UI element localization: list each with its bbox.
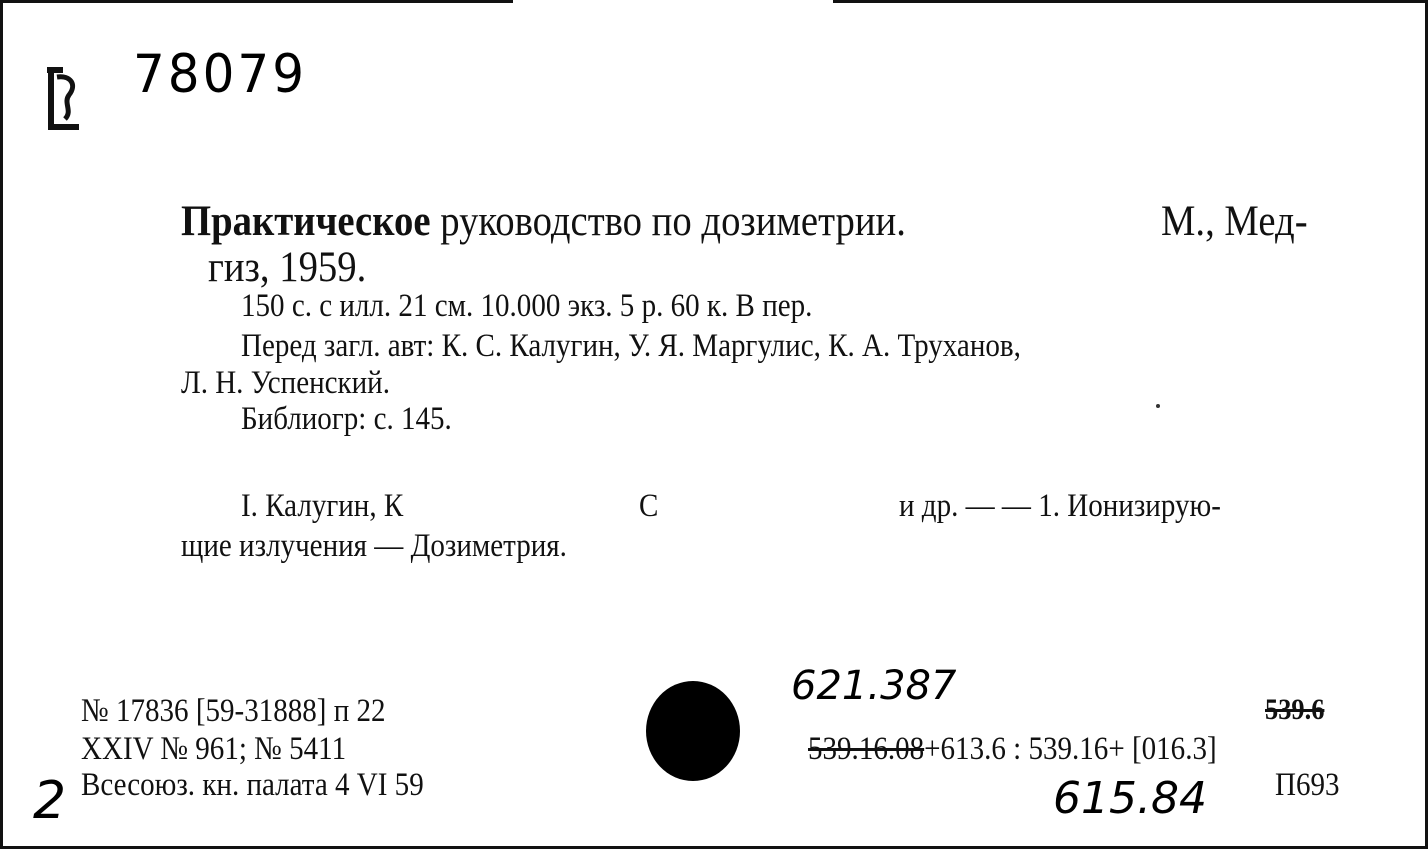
record-series: XXIV № 961; № 5411 [81,731,347,767]
authors-note-cont: Л. Н. Успенский. [181,365,390,401]
added-entry-initial: С [639,488,659,524]
author-code: П693 [1275,767,1340,803]
imprint-place: М., Мед- [1161,198,1308,245]
crossed-udc-top: 539.6 [1265,693,1325,726]
crossed-udc-part: 539.16.08 [808,731,925,767]
handwritten-class: 615.84 [1053,773,1207,824]
title-rest: руководство по дозиметрии. [430,198,906,245]
record-number: № 17836 [59-31888] п 22 [81,693,386,729]
subject-heading-cont: щие излучения — Дозиметрия. [181,528,567,564]
authors-note: Перед загл. авт: К. С. Калугин, У. Я. Маргулис, К. А. Труханов, [241,328,1021,364]
ink-dot [1156,404,1160,408]
bibliography-note: Библиогр: с. 145. [241,401,452,437]
library-stamp-mark [43,63,87,135]
udc-line [808,731,1217,768]
chamber-note: Всесоюз. кн. палата 4 VI 59 [81,767,424,803]
physical-description: 150 с. с илл. 21 см. 10.000 экз. 5 р. 60 к. В пер. [241,288,813,324]
title-line [181,197,906,246]
title-bold-word: Практическое [181,198,431,245]
udc-rest: +613.6 : 539.16+ [016.3] [924,731,1217,767]
handwritten-udc: 621.387 [791,663,957,709]
punch-hole [646,681,740,781]
added-entry-author: I. Калугин, К [241,488,404,524]
subject-heading: и др. — — 1. Ионизирую- [899,488,1221,524]
imprint-publisher-year: гиз, 1959. [208,244,367,291]
top-border-gap [513,0,833,3]
inventory-number: 78079 [133,43,308,105]
handwritten-side-mark: 2 [33,771,67,831]
